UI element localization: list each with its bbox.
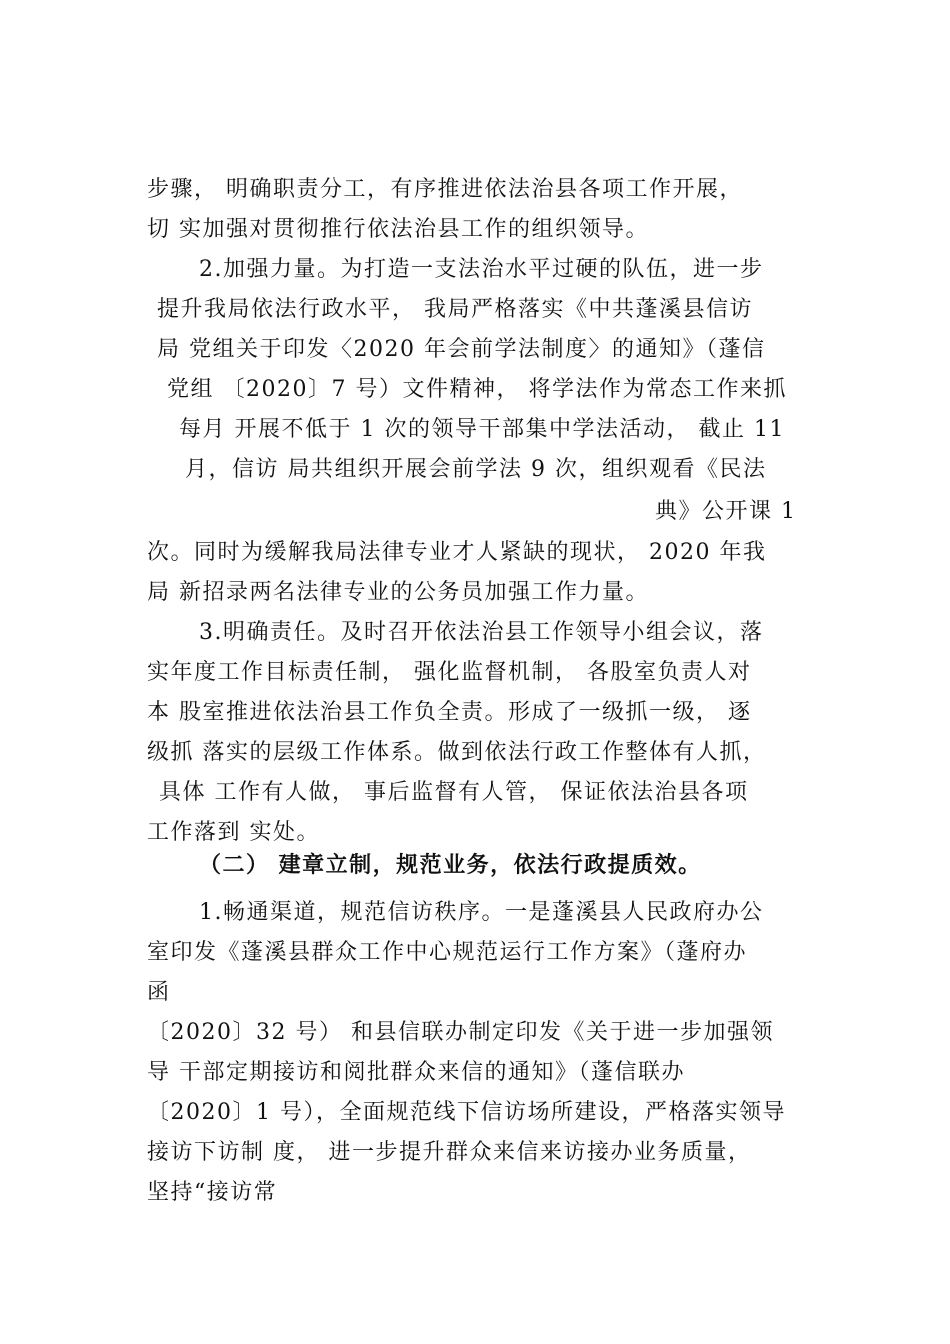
text-line: 实年度工作目标责任制， 强化监督机制， 各股室负责人对 bbox=[147, 660, 752, 685]
text-line: 坚持“接访常 bbox=[147, 1180, 278, 1205]
text-line: 2.加强力量。为打造一支法治水平过硬的队伍，进一步 bbox=[199, 257, 764, 282]
text-line: 室印发《蓬溪县群众工作中心规范运行工作方案》（蓬府办 bbox=[147, 940, 748, 965]
section-heading: （二） 建章立制，规范业务，依法行政提质效。 bbox=[199, 852, 702, 878]
text-line: 切 实加强对贯彻推行依法治县工作的组织领导。 bbox=[147, 217, 649, 242]
text-line: 工作落到 实处。 bbox=[147, 820, 320, 845]
text-line: 级抓 落实的层级工作体系。做到依法行政工作整体有人抓， bbox=[147, 740, 767, 765]
text-line: 典》公开课 1 bbox=[655, 499, 797, 524]
text-line: 导 干部定期接访和阅批群众来信的通知》（蓬信联办 bbox=[147, 1060, 685, 1085]
text-line: 步骤， 明确职责分工，有序推进依法治县各项工作开展， bbox=[147, 177, 743, 202]
text-line: 提升我局依法行政水平， 我局严格落实《中共蓬溪县信访 bbox=[157, 297, 753, 322]
text-line: 局 党组关于印发〈2020 年会前学法制度〉的通知》（蓬信 bbox=[157, 337, 766, 362]
text-line: 接访下访制 度， 进一步提升群众来信来访接办业务质量， bbox=[147, 1140, 752, 1165]
text-line: 每月 开展不低于 1 次的领导干部集中学法活动， 截止 11 bbox=[179, 417, 785, 442]
text-line: 本 股室推进依法治县工作负全责。形成了一级抓一级， 逐 bbox=[147, 700, 752, 725]
text-line: 1.畅通渠道，规范信访秩序。一是蓬溪县人民政府办公 bbox=[199, 900, 764, 925]
text-line: 具体 工作有人做， 事后监督有人管， 保证依法治县各项 bbox=[159, 780, 749, 805]
text-line: 函 bbox=[147, 980, 171, 1005]
text-line: 次。同时为缓解我局法律专业才人紧缺的现状， 2020 年我 bbox=[147, 540, 767, 565]
text-line: 党组 〔2020〕7 号）文件精神， 将学法作为常态工作来抓 bbox=[167, 377, 787, 402]
text-line: 〔2020〕32 号） 和县信联办制定印发《关于进一步加强领 bbox=[147, 1020, 774, 1045]
text-line: 局 新招录两名法律专业的公务员加强工作力量。 bbox=[147, 580, 649, 605]
text-line: 3.明确责任。及时召开依法治县工作领导小组会议，落 bbox=[199, 620, 764, 645]
text-line: 〔2020〕1 号），全面规范线下信访场所建设，严格落实领导 bbox=[147, 1100, 786, 1125]
text-line: 月，信访 局共组织开展会前学法 9 次，组织观看《民法 bbox=[185, 457, 767, 482]
